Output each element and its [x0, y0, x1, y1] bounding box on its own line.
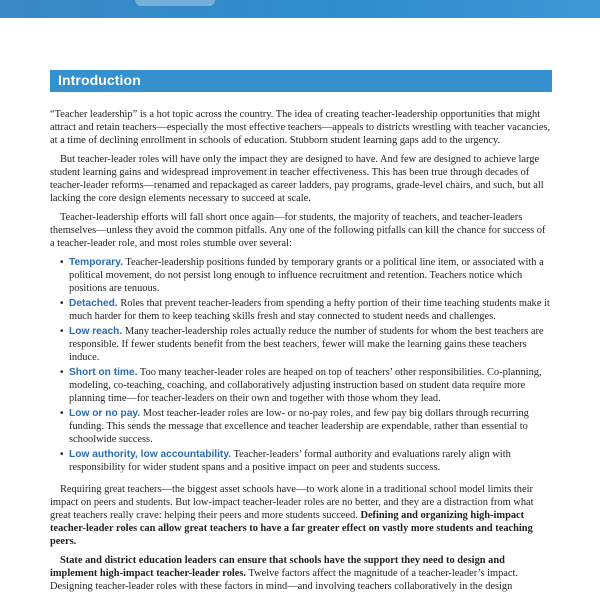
paragraph-5-emphasis: State and district education leaders can ensure that schools have the support they need to design and implement high-impact teacher-leader roles.	[50, 555, 505, 579]
pitfall-term: Low or no pay.	[69, 408, 141, 419]
header-band-highlight	[135, 0, 215, 6]
paragraph-5-text: Twelve factors affect the magnitude of a teacher-leader’s impact. Designing teacher-leader roles with these factors in mind—and involving teachers collaboratively in the design	[50, 568, 519, 592]
article-body	[50, 108, 552, 599]
paragraph-3: Teacher-leadership efforts will fall short once again—for students, the majority of teachers, and teacher-leaders themselves—unless they avoid the common pitfalls. Any one of the following pitfalls can kill the chance for success of a teacher-leader role, and most roles stumble over several:	[50, 212, 546, 249]
pitfalls-list	[50, 256, 552, 474]
bullet-icon: •	[60, 298, 64, 309]
bullet-icon: •	[60, 326, 64, 337]
pitfall-text: Teacher-leaders’ formal authority and evaluations rarely align with responsibility for wider student spans and a positive impact on peer and students success.	[69, 449, 511, 473]
bullet-icon: •	[60, 408, 64, 419]
pitfall-item	[60, 297, 552, 323]
pitfall-text: Roles that prevent teacher-leaders from spending a hefty portion of their time teaching students make it much harder for them to keep teaching skills fresh and stay connected to student needs and challenges.	[69, 298, 550, 322]
bullet-icon: •	[60, 449, 64, 460]
pitfall-item	[60, 407, 552, 446]
pitfall-term: Detached.	[69, 298, 118, 309]
section-title: Introduction	[58, 72, 141, 88]
pitfall-item	[60, 256, 552, 295]
pitfall-item	[60, 448, 552, 474]
paragraph-2: But teacher-leader roles will have only the impact they are designed to have. And few are designed to achieve large student learning gains and widespread improvement in teacher effectiveness. This has been true through decades of teacher-leader reforms—renamed and repackaged as career ladders, pay programs, grade-level chairs, and such, but all lacking the core design elements necessary to succeed at scale.	[50, 154, 544, 204]
pitfall-term: Low reach.	[69, 326, 123, 337]
section-header-bar	[50, 70, 552, 92]
pitfall-text: Teacher-leadership positions funded by temporary grants or a political line item, or associated with a political movement, do not persist long enough to influence recruitment and retention. Teachers notice which positions are tenuous.	[69, 257, 544, 294]
pitfall-text: Many teacher-leadership roles actually reduce the number of students for whom the best teachers are responsible. If fewer students benefit from the best teachers, fewer will make the learning gains these teachers induce.	[69, 326, 544, 363]
paragraph-4-emphasis: Defining and organizing high-impact teacher-leader roles can allow great teachers to have a far greater effect on vastly more students and teaching peers.	[50, 510, 533, 547]
pitfall-text: Most teacher-leader roles are low- or no-pay roles, and few pay big dollars through recurring funding. This sends the message that excellence and teacher leadership are expendable, rather than essential to schoolwide success.	[69, 408, 529, 445]
pitfall-term: Short on time.	[69, 367, 138, 378]
header-band	[0, 0, 600, 18]
pitfall-term: Temporary.	[69, 257, 123, 268]
pitfall-item	[60, 325, 552, 364]
paragraph-4	[50, 483, 552, 548]
paragraph-4-text: Requiring great teachers—the biggest asset schools have—to work alone in a traditional school model limits their impact on peers and students. But low-impact teacher-leader roles are no better, and they are a distraction from what great teachers really crave: helping their peers and more students succeed.	[50, 484, 534, 521]
paragraph-5	[50, 554, 552, 593]
pitfall-term: Low authority, low accountability.	[69, 449, 232, 460]
bullet-icon: •	[60, 367, 64, 378]
bullet-icon: •	[60, 257, 64, 268]
pitfall-text: Too many teacher-leader roles are heaped on top of teachers’ other responsibilities. Co-planning, modeling, co-teaching, coaching, and collaboratively adjusting instruction based on student data require more planning time—for teacher-leaders on their own and together with those whom they lead.	[69, 367, 542, 404]
paragraph-1: “Teacher leadership” is a hot topic across the country. The idea of creating teacher-leadership opportunities that might attract and retain teachers—especially the most effective teachers—appeals to districts wrestling with teacher vacancies, at a time of declining enrollment in schools of education. Stubborn student learning gaps add to the urgency.	[50, 109, 551, 146]
pitfall-item	[60, 366, 552, 405]
